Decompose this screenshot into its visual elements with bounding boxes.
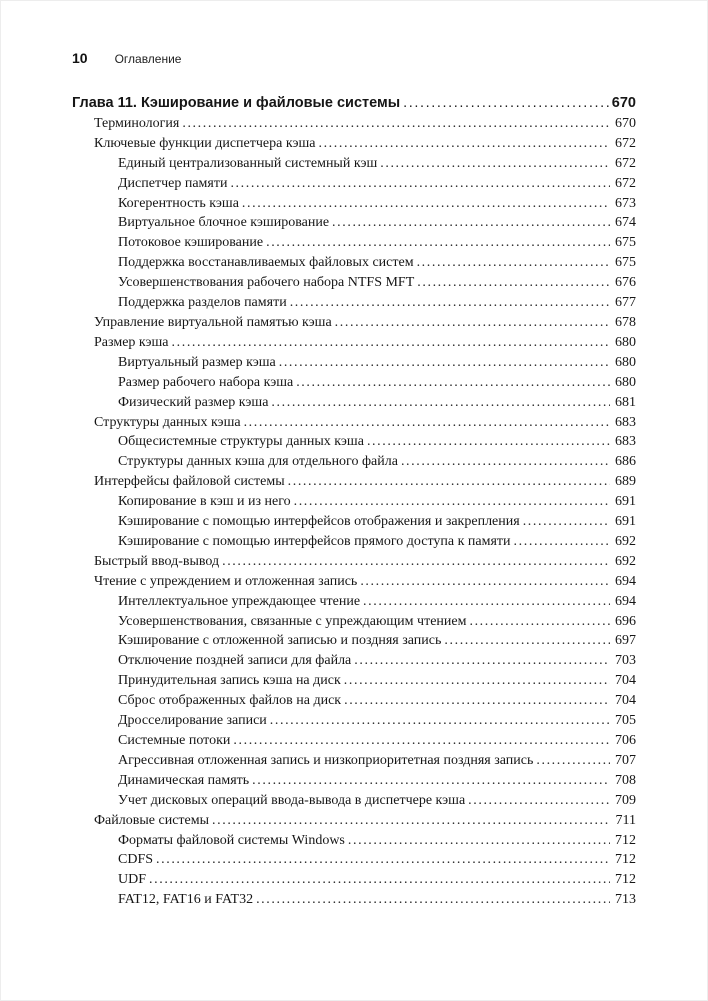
toc-entry-title: Учет дисковых операций ввода-вывода в диспетчере кэша	[118, 792, 466, 808]
toc-entry-page: 713	[615, 892, 636, 908]
toc-entry-title: Виртуальный размер кэша	[118, 354, 276, 370]
toc-entry	[72, 273, 636, 293]
toc-dot-leader	[403, 94, 610, 114]
toc-entry	[72, 850, 636, 870]
toc-entry-page: 675	[615, 235, 636, 251]
toc-entry-page: 676	[615, 275, 636, 291]
toc-entry-title: Единый централизованный системный кэш	[118, 155, 378, 171]
toc-entry-page: 694	[615, 573, 636, 589]
toc-entry-page: 681	[615, 394, 636, 410]
toc-dot-leader	[288, 472, 610, 492]
toc-entry-page: 673	[615, 195, 636, 211]
toc-dot-leader	[469, 612, 610, 632]
toc-entry-title: Быстрый ввод-вывод	[94, 553, 220, 569]
toc-dot-leader	[332, 213, 610, 233]
toc-dot-leader	[279, 353, 610, 373]
toc-entry-title: Ключевые функции диспетчера кэша	[94, 135, 316, 151]
toc-entry-title: Управление виртуальной памятью кэша	[94, 314, 332, 330]
toc-entry-page: 705	[615, 713, 636, 729]
toc-entry-page: 686	[615, 454, 636, 470]
toc-dot-leader	[256, 890, 610, 910]
toc-entry-title: Агрессивная отложенная запись и низкоприоритетная поздняя запись	[118, 752, 534, 768]
toc-dot-leader	[444, 631, 610, 651]
toc-dot-leader	[367, 432, 610, 452]
toc-entry-page: 706	[615, 733, 636, 748]
toc-dot-leader	[149, 870, 610, 890]
toc-entry-title: Отключение поздней записи для файла	[118, 653, 352, 669]
toc-list	[72, 94, 636, 910]
toc-dot-leader	[354, 651, 610, 671]
toc-entry	[72, 333, 636, 353]
toc-entry-title: Усовершенствования, связанные с упреждающим чтением	[118, 613, 467, 629]
toc-entry	[72, 293, 636, 313]
toc-entry-title: Кэширование с помощью интерфейсов прямого доступа к памяти	[118, 533, 511, 549]
toc-entry	[72, 751, 636, 771]
toc-entry-page: 703	[615, 653, 636, 669]
toc-entry	[72, 353, 636, 373]
toc-dot-leader	[468, 791, 610, 811]
toc-entry	[72, 731, 636, 751]
toc-entry	[72, 671, 636, 691]
toc-entry-title: Динамическая память	[118, 772, 250, 788]
toc-dot-leader	[318, 134, 610, 154]
toc-entry	[72, 233, 636, 253]
toc-entry-title: Физический размер кэша	[118, 394, 269, 410]
toc-entry-title: Глава 11. Кэширование и файловые системы	[72, 95, 401, 111]
toc-entry-page: 672	[615, 135, 636, 151]
toc-dot-leader	[156, 850, 610, 870]
toc-entry-title: Диспетчер памяти	[118, 175, 228, 191]
toc-entry-page: 696	[615, 613, 636, 629]
toc-entry-title: Дросселирование записи	[118, 713, 267, 729]
toc-dot-leader	[242, 194, 610, 214]
toc-entry-page: 672	[615, 155, 636, 171]
toc-dot-leader	[348, 831, 610, 851]
toc-entry	[72, 612, 636, 632]
toc-dot-leader	[212, 811, 610, 831]
toc-entry-page: 680	[615, 374, 636, 390]
running-header-title: Оглавление	[114, 52, 182, 66]
toc-entry	[72, 592, 636, 612]
toc-entry-page: 709	[615, 792, 636, 808]
toc-entry-page: 689	[615, 474, 636, 490]
toc-dot-leader	[536, 751, 610, 771]
toc-entry-title: Кэширование с отложенной записью и поздняя запись	[118, 633, 442, 649]
toc-entry-title: Интерфейсы файловой системы	[94, 474, 285, 490]
toc-dot-leader	[230, 174, 610, 194]
toc-entry	[72, 213, 636, 233]
toc-entry	[72, 194, 636, 214]
toc-entry	[72, 631, 636, 651]
toc-dot-leader	[244, 413, 610, 433]
page-header	[72, 50, 636, 66]
toc-entry-page: 674	[615, 215, 636, 231]
toc-entry	[72, 492, 636, 512]
toc-entry-page: 711	[615, 812, 636, 828]
toc-dot-leader	[271, 393, 610, 413]
toc-dot-leader	[233, 731, 610, 751]
toc-entry	[72, 791, 636, 811]
toc-entry	[72, 154, 636, 174]
toc-chapter-entry	[72, 94, 636, 114]
toc-entry-page: 704	[615, 693, 636, 709]
toc-entry-title: Размер кэша	[94, 334, 169, 350]
toc-dot-leader	[182, 114, 610, 134]
toc-dot-leader	[344, 691, 610, 711]
toc-entry-title: Кэширование с помощью интерфейсов отображения и закрепления	[118, 514, 520, 530]
toc-entry-page: 677	[615, 295, 636, 311]
toc-entry	[72, 114, 636, 134]
toc-entry-page: 678	[615, 314, 636, 330]
toc-entry-title: Усовершенствования рабочего набора NTFS MFT	[118, 275, 415, 291]
toc-entry-title: Системные потоки	[118, 733, 231, 748]
toc-entry-title: FAT12, FAT16 и FAT32	[118, 892, 254, 908]
toc-entry	[72, 651, 636, 671]
toc-entry	[72, 174, 636, 194]
toc-entry	[72, 253, 636, 273]
toc-entry	[72, 831, 636, 851]
toc-entry	[72, 870, 636, 890]
toc-dot-leader	[417, 273, 610, 293]
toc-entry-title: Сброс отображенных файлов на диск	[118, 693, 342, 709]
toc-dot-leader	[270, 711, 610, 731]
toc-dot-leader	[360, 572, 610, 592]
toc-entry-page: 712	[615, 832, 636, 848]
toc-entry	[72, 890, 636, 910]
toc-entry-page: 694	[615, 593, 636, 609]
toc-entry	[72, 472, 636, 492]
toc-entry-title: Когерентность кэша	[118, 195, 239, 211]
toc-entry	[72, 313, 636, 333]
toc-entry-page: 708	[615, 772, 636, 788]
page-number: 10	[72, 50, 88, 66]
toc-entry-page: 683	[615, 414, 636, 430]
toc-dot-leader	[172, 333, 610, 353]
toc-entry	[72, 134, 636, 154]
toc-entry	[72, 393, 636, 413]
toc-entry	[72, 432, 636, 452]
toc-dot-leader	[266, 233, 610, 253]
toc-entry	[72, 512, 636, 532]
toc-entry-title: Размер рабочего набора кэша	[118, 374, 294, 390]
toc-dot-leader	[294, 492, 610, 512]
toc-entry	[72, 711, 636, 731]
toc-entry-title: Копирование в кэш и из него	[118, 494, 291, 510]
toc-dot-leader	[344, 671, 610, 691]
toc-entry-page: 670	[611, 95, 636, 111]
toc-entry	[72, 452, 636, 472]
toc-dot-leader	[363, 592, 610, 612]
toc-entry-title: Терминология	[94, 115, 180, 131]
toc-entry-title: Поддержка восстанавливаемых файловых систем	[118, 255, 414, 271]
toc-entry-title: Поддержка разделов памяти	[118, 295, 287, 311]
toc-entry-title: Виртуальное блочное кэширование	[118, 215, 330, 231]
toc-entry-title: Структуры данных кэша для отдельного файла	[118, 454, 398, 470]
toc-entry-page: 683	[615, 434, 636, 450]
toc-dot-leader	[380, 154, 610, 174]
toc-dot-leader	[290, 293, 610, 313]
toc-entry	[72, 811, 636, 831]
toc-entry-title: CDFS	[118, 852, 154, 868]
toc-entry	[72, 413, 636, 433]
toc-entry	[72, 552, 636, 572]
toc-entry	[72, 373, 636, 393]
toc-entry-title: Общесистемные структуры данных кэша	[118, 434, 364, 450]
toc-entry-title: Принудительная запись кэша на диск	[118, 673, 341, 689]
toc-entry-page: 712	[615, 852, 636, 868]
toc-entry-page: 692	[615, 533, 636, 549]
toc-dot-leader	[335, 313, 610, 333]
toc-entry	[72, 771, 636, 791]
toc-entry-title: Структуры данных кэша	[94, 414, 241, 430]
toc-entry-page: 697	[615, 633, 636, 649]
toc-dot-leader	[514, 532, 610, 552]
toc-dot-leader	[523, 512, 610, 532]
toc-entry-page: 691	[615, 494, 636, 510]
toc-entry-page: 712	[615, 872, 636, 888]
toc-entry-title: Потоковое кэширование	[118, 235, 264, 251]
toc-entry-title: Интеллектуальное упреждающее чтение	[118, 593, 361, 609]
toc-entry-page: 707	[615, 752, 636, 768]
toc-dot-leader	[222, 552, 610, 572]
toc-entry	[72, 532, 636, 552]
toc-entry-page: 672	[615, 175, 636, 191]
toc-dot-leader	[417, 253, 610, 273]
toc-entry-page: 704	[615, 673, 636, 689]
toc-dot-leader	[252, 771, 610, 791]
toc-dot-leader	[401, 452, 610, 472]
toc-entry-title: Форматы файловой системы Windows	[118, 832, 345, 848]
toc-entry-title: Файловые системы	[94, 812, 210, 828]
toc-dot-leader	[296, 373, 610, 393]
toc-entry-page: 680	[615, 354, 636, 370]
toc-entry-title: Чтение с упреждением и отложенная запись	[94, 573, 358, 589]
toc-entry	[72, 572, 636, 592]
toc-entry-page: 670	[615, 115, 636, 131]
toc-entry-page: 691	[615, 514, 636, 530]
toc-entry	[72, 691, 636, 711]
toc-entry-page: 680	[615, 334, 636, 350]
toc-entry-page: 692	[615, 553, 636, 569]
toc-entry-page: 675	[615, 255, 636, 271]
toc-entry-title: UDF	[118, 872, 147, 888]
